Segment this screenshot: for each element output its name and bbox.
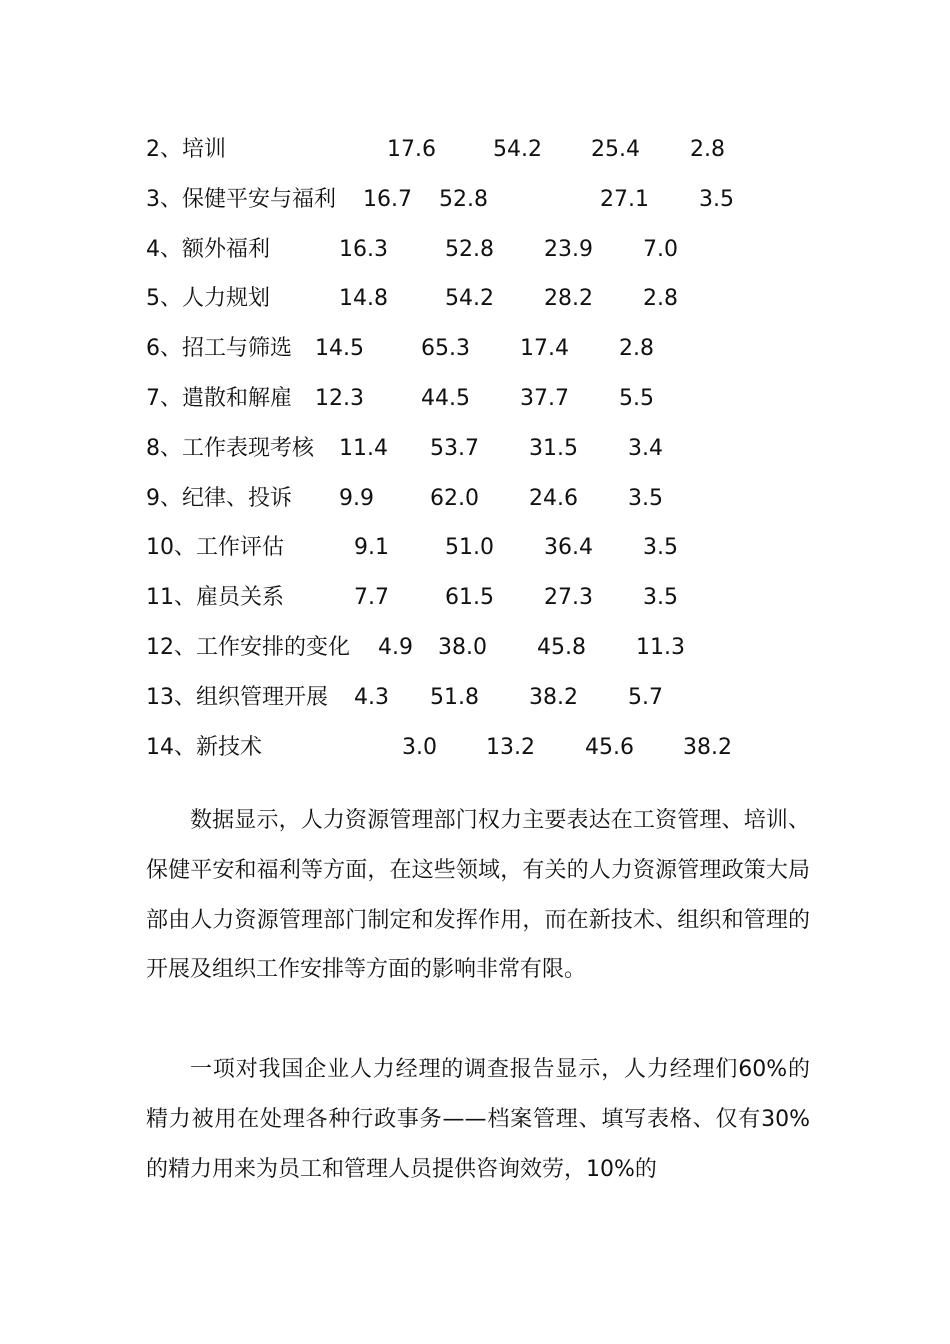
row-value: 38.2 [683,734,732,760]
row-value: 44.5 [421,385,470,411]
table-row [146,673,866,723]
row-value: 38.0 [438,634,487,660]
body-paragraph: 一项对我国企业人力经理的调查报告显示，人力经理们60%的精力被用在处理各种行政事务——档案管理、填写表格、仅有30%的精力用来为员工和管理人员提供咨询效劳，10%的 [146,1057,810,1182]
row-value: 52.8 [445,236,494,262]
table-row [146,274,866,324]
row-value: 38.2 [529,684,578,710]
row-value: 16.7 [363,186,412,212]
row-value: 27.3 [544,585,593,611]
table-row [146,523,866,573]
data-table [146,125,866,772]
row-value: 11.4 [339,435,388,461]
row-value: 61.5 [445,585,494,611]
row-value: 31.5 [529,435,578,461]
row-value: 27.1 [600,186,649,212]
row-value: 5.5 [619,385,654,411]
row-value: 54.2 [445,286,494,312]
row-value: 62.0 [430,485,479,511]
row-value: 4.9 [378,634,413,660]
row-value: 25.4 [591,137,640,162]
row-value: 24.6 [529,485,578,511]
row-value: 17.4 [520,336,569,362]
table-row [146,424,866,474]
row-label: 11、雇员关系 [146,585,284,611]
row-value: 37.7 [520,385,569,411]
row-label: 9、纪律、投诉 [146,485,292,511]
row-value: 36.4 [544,535,593,561]
row-value: 3.5 [628,485,663,511]
row-value: 5.7 [628,684,663,710]
table-row [146,374,866,424]
table-row [146,175,866,225]
table-row [146,623,866,673]
row-value: 2.8 [643,286,678,312]
row-label: 14、新技术 [146,734,262,760]
row-label: 5、人力规划 [146,286,270,312]
row-label: 4、额外福利 [146,236,270,262]
row-value: 9.1 [354,535,389,561]
row-value: 3.5 [643,585,678,611]
row-label: 3、保健平安与福利 [146,186,336,212]
row-value: 52.8 [439,186,488,212]
row-value: 45.8 [537,634,586,660]
row-value: 54.2 [493,137,542,162]
row-label: 10、工作评估 [146,535,284,561]
row-value: 23.9 [544,236,593,262]
table-row [146,225,866,275]
table-row [146,324,866,374]
row-value: 2.8 [690,137,725,162]
table-row [146,573,866,623]
row-value: 53.7 [430,435,479,461]
row-value: 12.3 [315,385,364,411]
body-paragraph: 数据显示，人力资源管理部门权力主要表达在工资管理、培训、保健平安和福利等方面，在这些领域，有关的人力资源管理政策大局部由人力资源管理部门制定和发挥作用，而在新技术、组织和管理的开展及组织工作安排等方面的影响非常有限。 [146,808,810,983]
row-value: 16.3 [339,236,388,262]
row-value: 7.7 [354,585,389,611]
row-value: 11.3 [636,634,685,660]
table-row [146,125,866,175]
row-value: 28.2 [544,286,593,312]
row-label: 2、培训 [146,137,226,162]
row-value: 14.8 [339,286,388,312]
row-value: 13.2 [486,734,535,760]
row-value: 14.5 [315,336,364,362]
row-value: 17.6 [387,137,436,162]
table-row [146,474,866,524]
row-value: 51.8 [430,684,479,710]
row-value: 4.3 [354,684,389,710]
row-label: 12、工作安排的变化 [146,634,350,660]
row-value: 7.0 [643,236,678,262]
row-label: 8、工作表现考核 [146,435,314,461]
row-value: 3.5 [643,535,678,561]
table-row [146,723,866,773]
row-value: 3.0 [402,734,437,760]
row-value: 45.6 [585,734,634,760]
row-value: 3.4 [628,435,663,461]
row-value: 51.0 [445,535,494,561]
row-value: 9.9 [339,485,374,511]
row-label: 13、组织管理开展 [146,684,328,710]
row-label: 6、招工与筛选 [146,336,292,362]
row-label: 7、遣散和解雇 [146,385,292,411]
row-value: 2.8 [619,336,654,362]
row-value: 3.5 [699,186,734,212]
row-value: 65.3 [421,336,470,362]
